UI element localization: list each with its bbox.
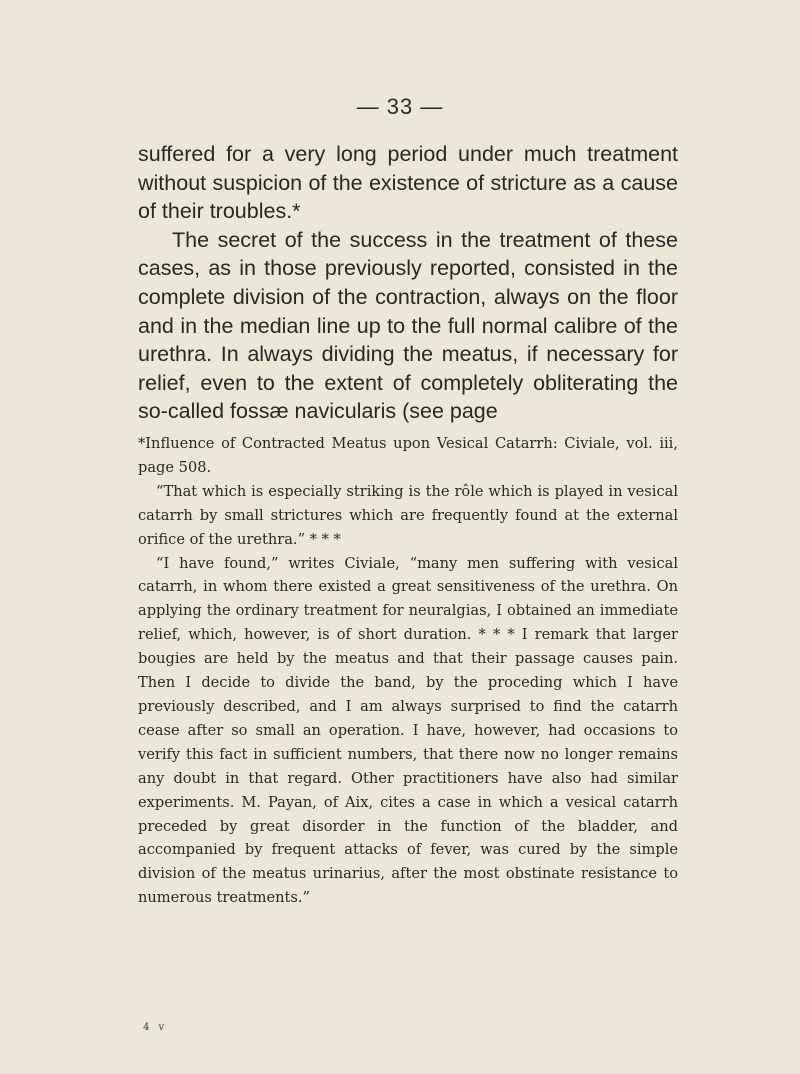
footnote-quote: “I have found,” writes Civiale, “many men suffering with vesical catarrh, in whom there existed a great sensitiveness of the urethra. On applying the ordinary treatment for neuralgias, I obtained an immediate relief, which, however, is of short duration. * * * I remark that larger bougies are held by the meatus and that their passage causes pain. Then I decide to divide the band, by the proceding which I have previously described, and I am always surprised to find the catarrh cease after so small an operation. I have, however, had occasions to verify this fact in sufficient numbers, that there now no longer remains any doubt in that regard. Other practitioners have also had similar experiments. M. Payan, of Aix, cites a case in which a vesical catarrh preceded by great disorder in the function of the bladder, and accompanied by frequent attacks of fever, was cured by the simple division of the meatus urinarius, after the most obstinate resistance to numerous treatments.”	[138, 554, 678, 907]
footnotes	[138, 432, 678, 910]
body-text	[138, 140, 678, 426]
signature-mark: 4 v	[143, 1022, 168, 1033]
footnote-citation: *Influence of Contracted Meatus upon Vesical Catarrh: Civiale, vol. iii, page 508.	[138, 435, 678, 476]
footnote-quote: “That which is especially striking is the rôle which is played in vesical catarrh by small strictures which are frequently found at the external orifice of the urethra.” * * *	[138, 482, 678, 548]
page-number: — 33 —	[356, 94, 444, 119]
body-paragraph: The secret of the success in the treatment of these cases, as in those previously reported, consisted in the complete division of the contraction, always on the floor and in the median line up to the full normal calibre of the urethra. In always dividing the meatus, if necessary for relief, even to the extent of completely obliterating the so-called fossæ navicularis (see page	[138, 227, 678, 424]
body-paragraph-continuation: suffered for a very long period under much treatment without suspicion of the existence of stricture as a cause of their troubles.*	[138, 142, 678, 224]
